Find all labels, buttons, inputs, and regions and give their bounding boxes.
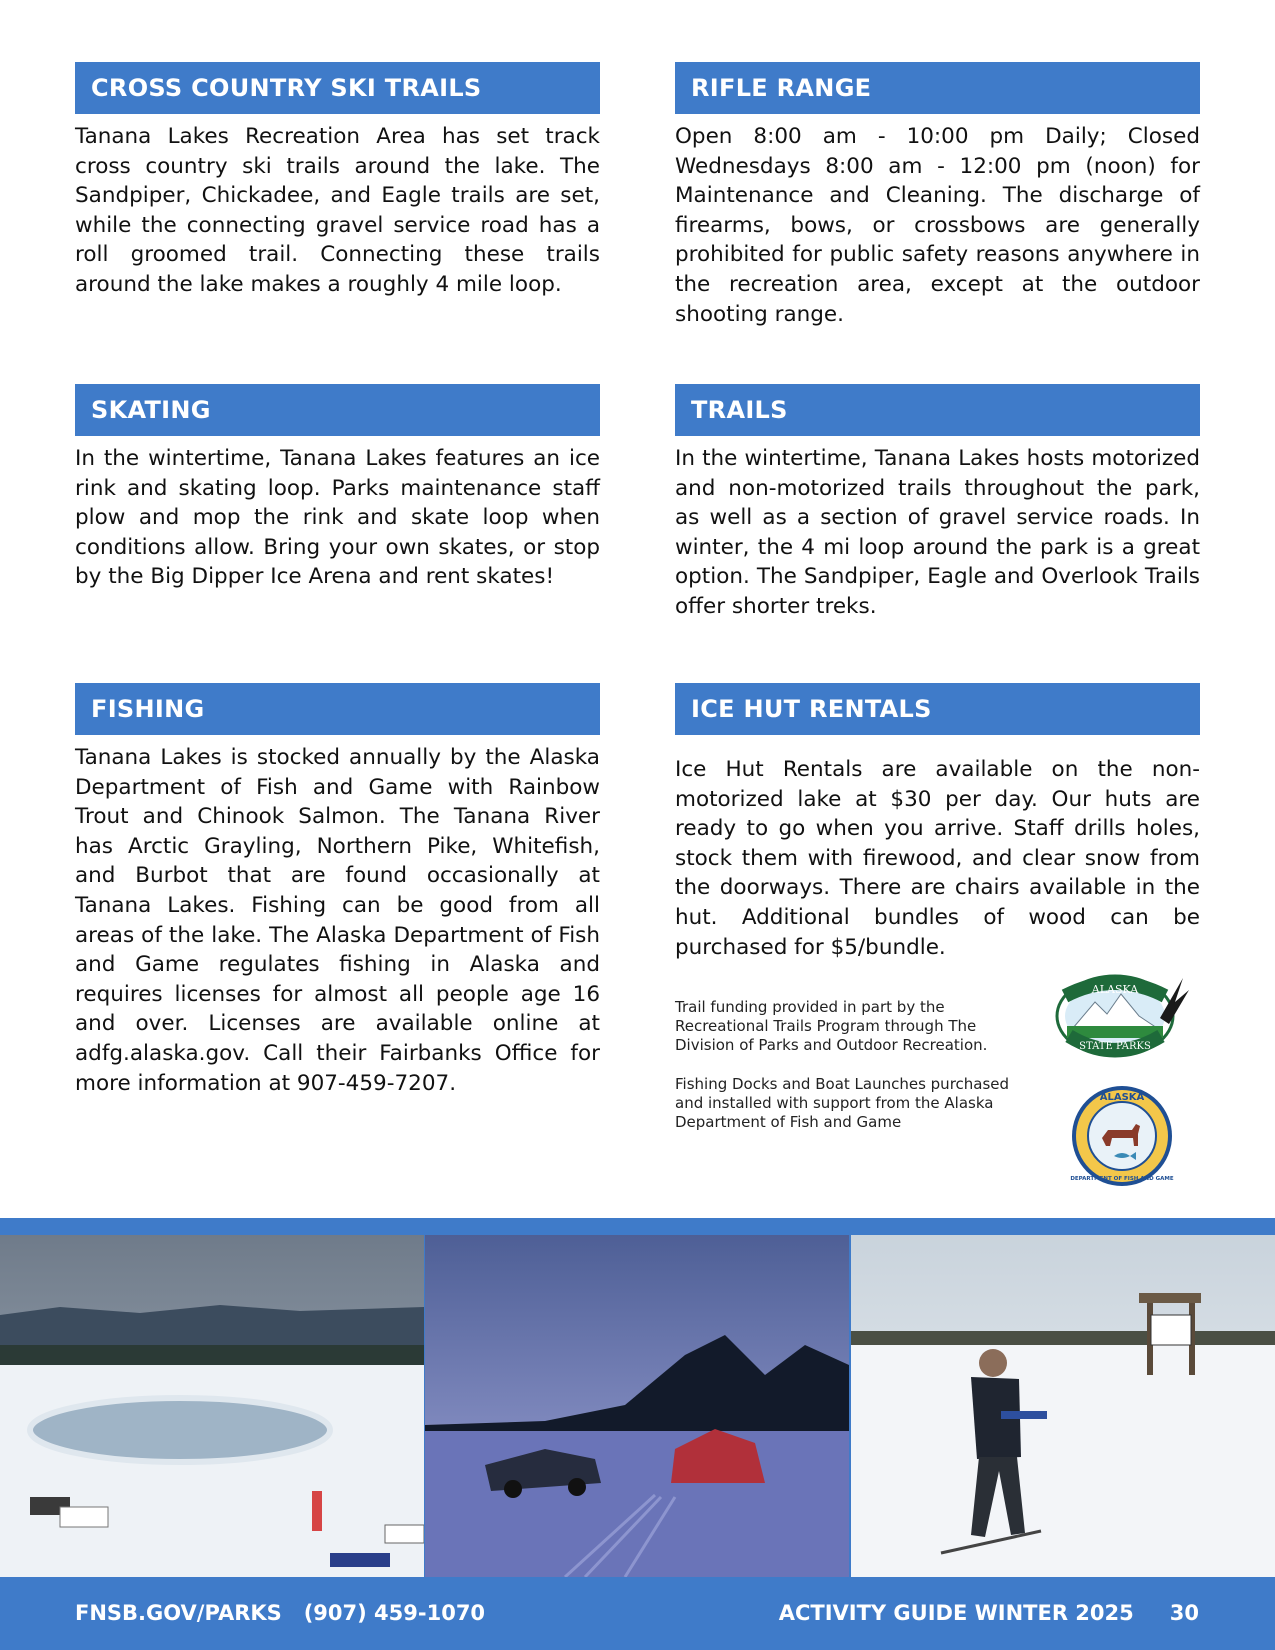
skating-text: In the wintertime, Tanana Lakes features an ice rink and skating loop. Parks maintenance staff plow and mop the rink and skate loop when conditions allow. Bring your own skates, or stop by the Big Dipper Ice Arena and rent skates! [75, 446, 600, 590]
page-number: 30 [1169, 1601, 1199, 1625]
ski-trails-heading: CROSS COUNTRY SKI TRAILS [75, 62, 600, 114]
footer-guide-title: ACTIVITY GUIDE WINTER 2025 [778, 1601, 1134, 1625]
adfg-bottom-text: DEPARTMENT OF FISH AND GAME [1070, 1176, 1174, 1182]
skating-section [75, 384, 600, 592]
footer-phone: (907) 459-1070 [303, 1601, 486, 1625]
skier-photo [851, 1235, 1275, 1577]
page-footer [0, 1577, 1275, 1650]
trails-heading: TRAILS [675, 384, 1200, 436]
trails-section [675, 384, 1200, 622]
skating-heading: SKATING [75, 384, 600, 436]
alaska-state-parks-logo [1055, 972, 1190, 1060]
fishing-section [75, 683, 600, 1098]
state-parks-top-text: ALASKA [1091, 983, 1139, 996]
ice-hut-heading: ICE HUT RENTALS [675, 683, 1200, 735]
rifle-range-section [675, 62, 1200, 329]
rifle-range-heading: RIFLE RANGE [675, 62, 1200, 114]
trails-text: In the wintertime, Tanana Lakes hosts motorized and non-motorized trails throughout the park, as well as a section of gravel service roads. In winter, the 4 mi loop around the park is a great option. The Sandpiper, Eagle and Overlook Trails offer shorter treks. [675, 446, 1200, 619]
state-parks-bottom-text: STATE PARKS [1079, 1041, 1151, 1052]
fishing-text: Tanana Lakes is stocked annually by the Alaska Department of Fish and Game with Rainbow Trout and Chinook Salmon. The Tanana River has Arctic Grayling, Northern Pike, Whitefish, and Burbot that are found occasionally at Tanana Lakes. Fishing can be good from all areas of the lake. The Alaska Department of Fish and Game regulates fishing in Alaska and requires licenses for almost all people age 16 and over. Licenses are available online at adfg.alaska.gov. Call their Fairbanks Office for more information at 907-459-7207. [75, 745, 600, 1096]
skating-rink-photo [0, 1235, 424, 1577]
ice-hut-photo [425, 1235, 849, 1577]
ice-hut-text: Ice Hut Rentals are available on the non-motorized lake at $30 per day. Our huts are ready to go when you arrive. Staff drills holes, stock them with firewood, and clear snow from the doorways. There are chairs available in the hut. Additional bundles of wood can be purchased for $5/bundle. [675, 757, 1200, 960]
ice-hut-section [675, 683, 1200, 962]
ski-trails-text: Tanana Lakes Recreation Area has set track cross country ski trails around the lake. The Sandpiper, Chickadee, and Eagle trails are set, while the connecting gravel service road has a roll groomed trail. Connecting these trails around the lake makes a roughly 4 mile loop. [75, 124, 600, 297]
adfg-seal-logo [1070, 1084, 1174, 1188]
ski-trails-section [75, 62, 600, 300]
footer-website[interactable]: FNSB.GOV/PARKS [75, 1601, 282, 1625]
rifle-range-text: Open 8:00 am - 10:00 pm Daily; Closed Wednesdays 8:00 am - 12:00 pm (noon) for Maintenance and Cleaning. The discharge of firearms, bows, or crossbows are generally prohibited for public safety reasons anywhere in the recreation area, except at the outdoor shooting range. [675, 124, 1200, 327]
fishing-heading: FISHING [75, 683, 600, 735]
fishing-docks-credit: Fishing Docks and Boat Launches purchased and installed with support from the Alaska Department of Fish and Game [675, 1075, 1010, 1131]
photo-strip [0, 1218, 1275, 1577]
adfg-top-text: ALASKA [1099, 1092, 1145, 1103]
trail-funding-credit: Trail funding provided in part by the Recreational Trails Program through The Division of Parks and Outdoor Recreation. [675, 998, 988, 1054]
